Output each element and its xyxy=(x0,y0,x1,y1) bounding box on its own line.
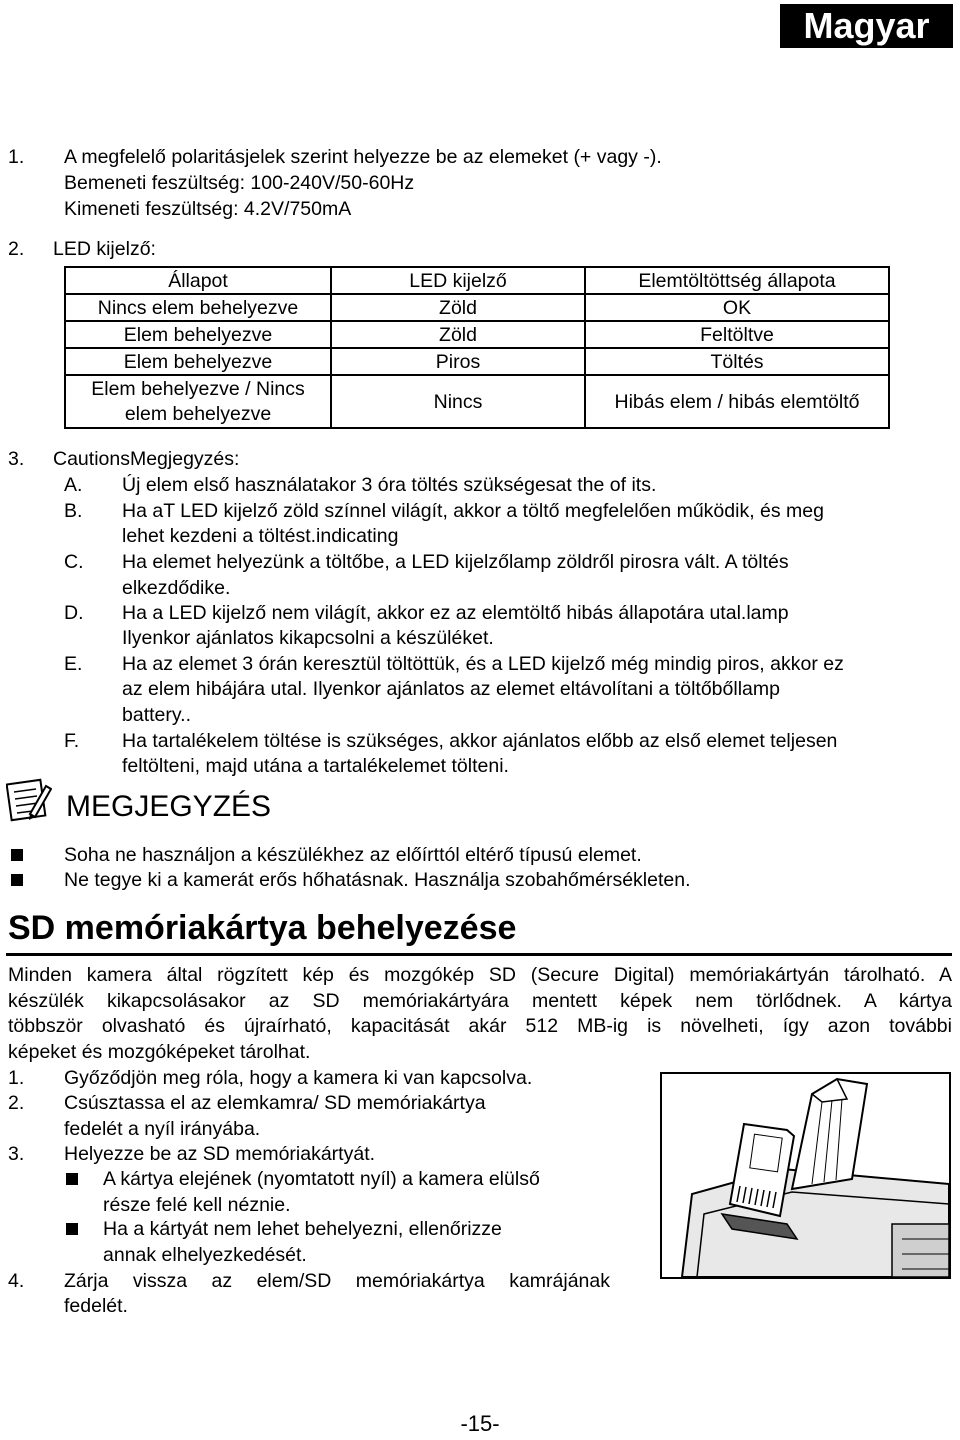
note-line: lehet kezdeni a töltést.indicating xyxy=(122,525,399,547)
intro-line: képeket és mozgóképeket tárolhat. xyxy=(8,1041,311,1063)
table-cell: Zöld xyxy=(331,294,585,321)
note-line: az elem hibájára utal. Ilyenkor ajánlatos az elemet eltávolítani a töltőbőllamp xyxy=(122,678,780,700)
note-line: Ha aT LED kijelző zöld színnel világít, akkor a töltő megfelelően működik, és meg xyxy=(122,500,824,522)
sd-card-illustration xyxy=(660,1072,951,1279)
note-line: feltölteni, majd utána a tartalékelemet tölteni. xyxy=(122,755,509,777)
table-row xyxy=(65,348,889,375)
bullet-square-icon xyxy=(66,1173,78,1185)
table-cell-line: elem behelyezve xyxy=(124,402,272,425)
step-line: Zárja vissza az elem/SD memóriakártya kamrájának xyxy=(64,1270,610,1292)
language-badge: Magyar xyxy=(780,4,953,48)
table-cell: Nincs elem behelyezve xyxy=(65,294,331,321)
table-cell: Töltés xyxy=(585,348,889,375)
step-line: Helyezze be az SD memóriakártyát. xyxy=(64,1143,376,1165)
note-line: Ha elemet helyezünk a töltőbe, a LED kijelzőlamp zöldről pirosra vált. A töltés xyxy=(122,551,789,573)
table-cell: OK xyxy=(585,294,889,321)
note-bullet-text: Soha ne használjon a készülékhez az előírttól eltérő típusú elemet. xyxy=(64,844,642,866)
step-number: 4. xyxy=(8,1270,25,1292)
table-cell: Elem behelyezve xyxy=(65,321,331,348)
table-cell: Piros xyxy=(331,348,585,375)
note-letter: D. xyxy=(64,602,84,624)
item1-number: 1. xyxy=(8,146,25,168)
note-line: Ha a LED kijelző nem világít, akkor ez az elemtöltő hibás állapotára utal.lamp xyxy=(122,602,789,624)
note-line: Ilyenkor ajánlatos kikapcsolni a készüléket. xyxy=(122,627,494,649)
bullet-square-icon xyxy=(66,1223,78,1235)
table-header-cell: Állapot xyxy=(65,267,331,294)
step-number: 3. xyxy=(8,1143,25,1165)
step-line: fedelét a nyíl irányába. xyxy=(64,1118,261,1140)
bullet-square-icon xyxy=(11,874,23,886)
note-letter: B. xyxy=(64,500,83,522)
sub-bullet-line: Ha a kártyát nem lehet behelyezni, ellenőrizze xyxy=(103,1218,502,1240)
intro-line: Minden kamera által rögzített kép és mozgókép SD (Secure Digital) memóriakártyán tárolható. A xyxy=(8,964,952,986)
intro-line: többször olvasható és újraírható, kapacitását akár 512 MB-ig is növelheti, így azon további xyxy=(8,1015,952,1037)
table-row xyxy=(65,375,889,428)
sub-bullet-line: része felé kell néznie. xyxy=(103,1194,291,1216)
bullet-square-icon xyxy=(11,849,23,861)
sub-bullet-line: A kártya elejének (nyomtatott nyíl) a kamera elülső xyxy=(103,1168,540,1190)
item1-line3: Kimeneti feszültség: 4.2V/750mA xyxy=(64,198,352,220)
section-divider xyxy=(6,953,952,956)
item2-number: 2. xyxy=(8,238,25,260)
note-line: battery.. xyxy=(122,704,192,726)
item2-title: LED kijelző: xyxy=(53,238,156,260)
step-line: Csúsztassa el az elemkamra/ SD memóriakártya xyxy=(64,1092,486,1114)
page-number: -15- xyxy=(460,1411,500,1436)
table-header-cell: Elemtöltöttség állapota xyxy=(585,267,889,294)
table-row xyxy=(65,294,889,321)
note-letter: C. xyxy=(64,551,84,573)
table-cell: Hibás elem / hibás elemtöltő xyxy=(585,375,889,428)
step-number: 2. xyxy=(8,1092,25,1114)
note-line: Ha az elemet 3 órán keresztül töltöttük, és a LED kijelző még mindig piros, akkor ez xyxy=(122,653,844,675)
table-cell: Elem behelyezve xyxy=(65,348,331,375)
note-title: MEGJEGYZÉS xyxy=(66,790,272,823)
note-letter: F. xyxy=(64,730,80,752)
table-cell: Zöld xyxy=(331,321,585,348)
table-cell: Feltöltve xyxy=(585,321,889,348)
step-line: Győződjön meg róla, hogy a kamera ki van kapcsolva. xyxy=(64,1067,533,1089)
note-line: Ha tartalékelem töltése is szükséges, akkor ajánlatos előbb az első elemet teljesen xyxy=(122,730,838,752)
table-row xyxy=(65,321,889,348)
table-cell: Nincs xyxy=(331,375,585,428)
note-bullet-text: Ne tegye ki a kamerát erős hőhatásnak. Használja szobahőmérsékleten. xyxy=(64,869,691,891)
step-line: fedelét. xyxy=(64,1295,128,1317)
note-line: Új elem első használatakor 3 óra töltés szükségesat the of its. xyxy=(122,474,657,496)
intro-line: készülék kikapcsolásakor az SD memóriakártyára mentett képek nem törlődnek. A kártya xyxy=(8,990,952,1012)
note-line: elkezdődike. xyxy=(122,577,231,599)
item1-line2: Bemeneti feszültség: 100-240V/50-60Hz xyxy=(64,172,415,194)
step-number: 1. xyxy=(8,1067,25,1089)
table-cell xyxy=(65,375,331,428)
item3-title: CautionsMegjegyzés: xyxy=(53,448,240,470)
section-title: SD memóriakártya behelyezése xyxy=(8,909,517,947)
led-status-table xyxy=(64,266,890,429)
note-pencil-icon xyxy=(6,776,52,822)
item1-line1: A megfelelő polaritásjelek szerint helyezze be az elemeket (+ vagy -). xyxy=(64,146,662,168)
note-letter: A. xyxy=(64,474,83,496)
item3-number: 3. xyxy=(8,448,25,470)
note-letter: E. xyxy=(64,653,83,675)
table-header-cell: LED kijelző xyxy=(331,267,585,294)
sub-bullet-line: annak elhelyezkedését. xyxy=(103,1244,307,1266)
table-cell-line: Elem behelyezve / Nincs xyxy=(91,377,305,400)
